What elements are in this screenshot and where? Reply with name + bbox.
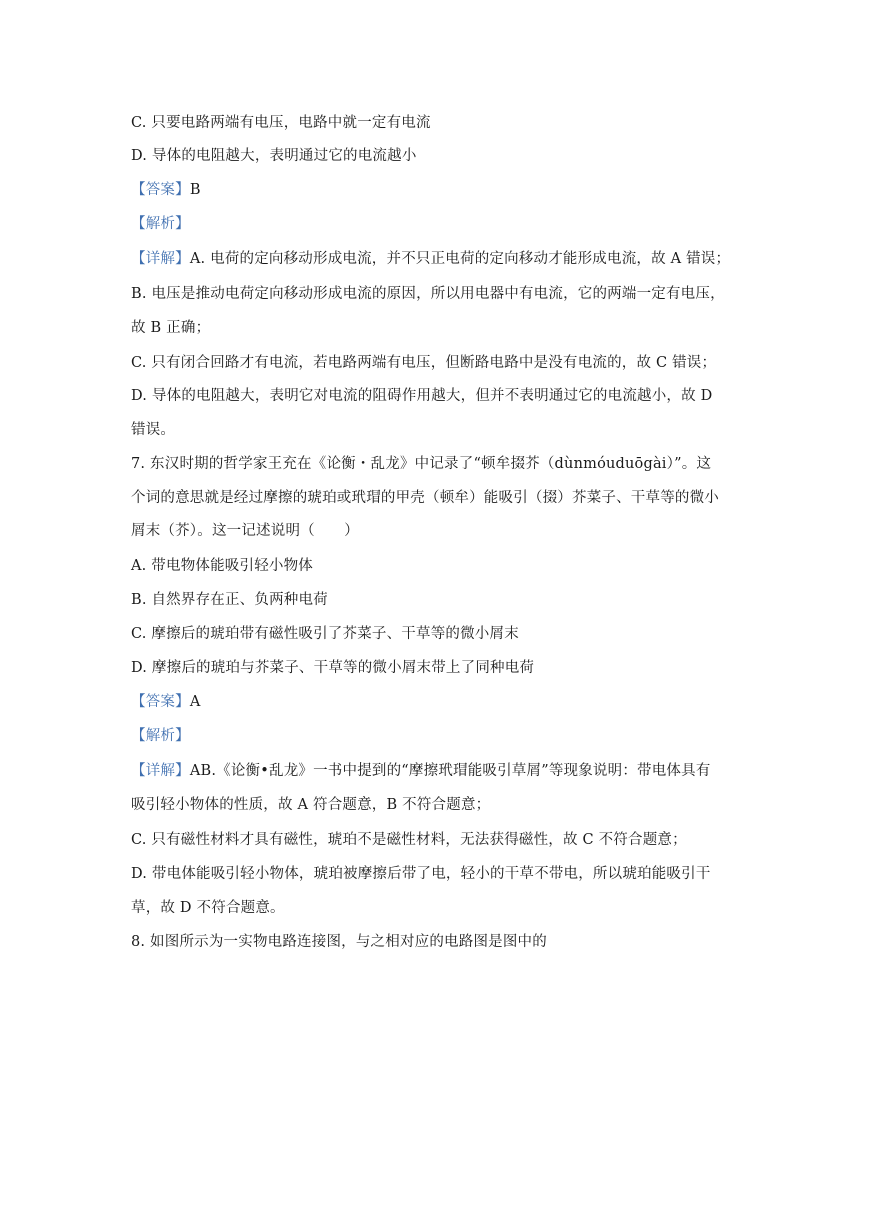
answer-tag: 【答案】: [131, 182, 190, 198]
q6-answer-line: [131, 180, 751, 200]
detail-ab-text: AB.《论衡•乱龙》一书中提到的“摩擦玳瑁能吸引草屑”等现象说明：带电体具有: [189, 763, 711, 779]
q7-option-b: B. 自然界存在正、负两种电荷: [131, 592, 328, 608]
q7-detail-d1: D. 带电体能吸引轻小物体，琥珀被摩擦后带了电，轻小的干草不带电，所以琥珀能吸引干: [131, 866, 711, 882]
q6-option-c: C. 只要电路两端有电压，电路中就一定有电流: [131, 115, 431, 131]
detail-a-text: A. 电荷的定向移动形成电流，并不只正电荷的定向移动才能形成电流，故 A 错误；: [189, 251, 731, 267]
q7-option-c: C. 摩擦后的琥珀带有磁性吸引了芥菜子、干草等的微小屑末: [131, 626, 519, 642]
q7-detail-ab2: 吸引轻小物体的性质，故 A 符合题意，B 不符合题意；: [131, 797, 491, 813]
q7-answer-line: [131, 692, 751, 712]
detail-tag: 【详解】: [131, 763, 190, 779]
answer-value: A: [189, 694, 201, 710]
q6-detail-a: [131, 249, 751, 269]
detail-tag: 【详解】: [131, 251, 190, 267]
q8-stem: 8. 如图所示为一实物电路连接图，与之相对应的电路图是图中的: [131, 934, 547, 950]
q7-option-a: A. 带电物体能吸引轻小物体: [131, 558, 313, 574]
q7-stem-line-1: 7. 东汉时期的哲学家王充在《论衡・乱龙》中记录了“顿牟掇芥（dùnmóuduōgài）”。这: [131, 456, 712, 472]
q7-stem-line-2: 个词的意思就是经过摩擦的琥珀或玳瑁的甲壳（顿牟）能吸引（掇）芥菜子、干草等的微小: [131, 490, 719, 506]
q7-stem-line-3: 屑末（芥）。这一记述说明（ ）: [131, 523, 359, 539]
q6-detail-d1: D. 导体的电阻越大，表明它对电流的阻碍作用越大，但并不表明通过它的电流越小，故 D: [131, 388, 713, 404]
q7-option-d: D. 摩擦后的琥珀与芥菜子、干草等的微小屑末带上了同种电荷: [131, 660, 535, 676]
q6-detail-b2: 故 B 正确；: [131, 320, 211, 336]
q7-detail-c: C. 只有磁性材料才具有磁性，琥珀不是磁性材料，无法获得磁性，故 C 不符合题意；: [131, 832, 687, 848]
answer-tag: 【答案】: [131, 694, 190, 710]
q6-option-d: D. 导体的电阻越大，表明通过它的电流越小: [131, 148, 417, 164]
answer-value: B: [189, 182, 201, 198]
q7-analysis-tag: [131, 726, 751, 746]
q6-detail-b1: B. 电压是推动电荷定向移动形成电流的原因，所以用电器中有电流，它的两端一定有电压，: [131, 286, 725, 302]
q7-detail-ab1: [131, 761, 751, 781]
q6-detail-d2: 错误。: [131, 422, 176, 438]
analysis-tag: 【解析】: [131, 216, 190, 232]
q6-detail-c: C. 只有闭合回路才有电流，若电路两端有电压，但断路电路中是没有电流的，故 C 错误；: [131, 355, 717, 371]
analysis-tag: 【解析】: [131, 728, 190, 744]
q6-analysis-tag: [131, 214, 751, 234]
q7-detail-d2: 草，故 D 不符合题意。: [131, 900, 285, 916]
